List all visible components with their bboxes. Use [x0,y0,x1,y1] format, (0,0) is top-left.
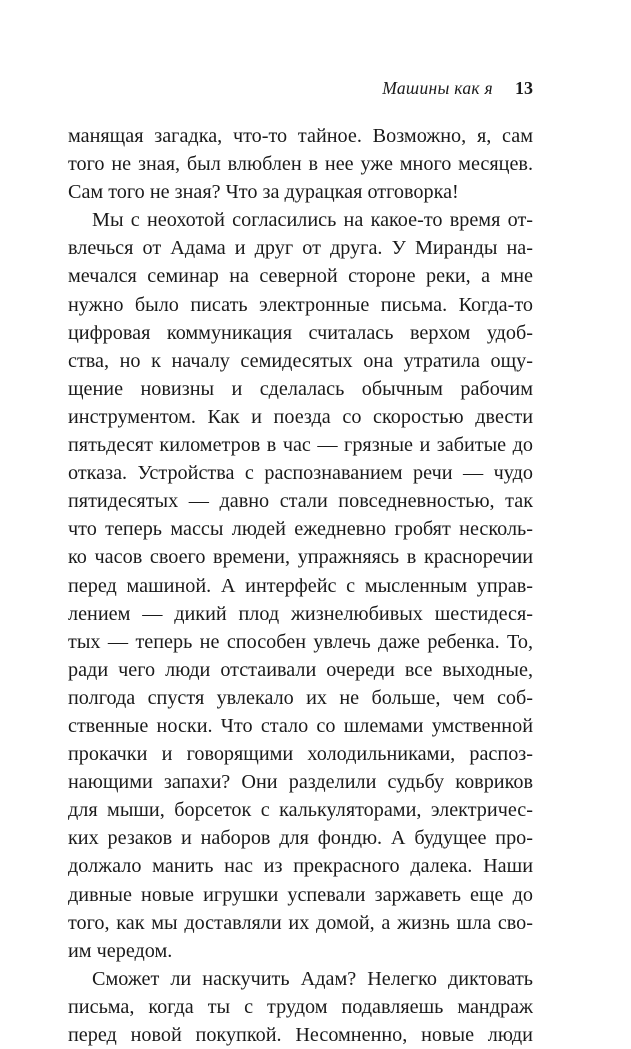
text-line: Сам того не зная? Что за дурацкая отговорка! [68,181,459,204]
paragraph [68,206,533,965]
page-number: 13 [515,78,533,98]
running-head [68,78,533,104]
text-line: перед машиной. А интерфейс с мысленным управ- [68,574,533,597]
text-line: инструментом. Как и поезда со скоростью двести [68,405,533,428]
body-text [68,122,533,1049]
text-line: им чередом. [68,939,173,962]
text-line: нужно было писать электронные письма. Когда-то [68,293,533,316]
paragraph [68,122,533,206]
text-line: полгода спустя увлекало их не больше, чем соб- [68,686,533,709]
text-line: ких резаков и наборов для фондю. А будущее про- [68,827,533,850]
text-line: щение новизны и сделалась обычным рабочим [68,377,533,400]
text-line: пятьдесят километров в час — грязные и забитые до [68,434,533,457]
text-line: должало манить нас из прекрасного далека. Наши [68,855,533,878]
text-line: отказа. Устройства с распознаванием речи — чудо [68,462,533,485]
text-line: пятидесятых — давно стали повседневностью, так [68,490,533,513]
text-line: прокачки и говорящими холодильниками, распоз- [68,743,533,766]
text-line: тых — теперь не способен увлечь даже ребенка. То, [68,630,533,653]
text-line: что теперь массы людей ежедневно гробят несколь- [68,518,533,541]
text-line: того не зная, был влюблен в нее уже много месяцев. [68,153,533,176]
text-line: дивные новые игрушки успевали заржаветь еще до [68,883,533,906]
book-page [68,78,533,1049]
paragraph [68,965,533,1049]
text-line: влечься от Адама и друг от друга. У Миранды на- [68,237,533,260]
text-line: для мыши, борсеток с калькуляторами, электричес- [68,799,533,822]
text-line: перед новой покупкой. Несомненно, новые люди [68,1024,533,1046]
text-line: Сможет ли наскучить Адам? Нелегко диктовать [92,967,533,990]
text-line: ства, но к началу семидесятых она утратила ощу- [68,349,533,372]
text-line: ко часов своего времени, упражняясь в красноречии [68,546,533,569]
text-line: ради чего люди отстаивали очереди все выходные, [68,658,533,681]
text-line: ственные носки. Что стало со шлемами умственной [68,714,533,737]
running-title: Машины как я [382,78,493,98]
text-line: цифровая коммуникация считалась верхом удоб- [68,321,533,344]
text-line: письма, когда ты с трудом подавляешь мандраж [68,995,533,1018]
text-line: того, как мы доставляли их домой, а жизнь шла сво- [68,911,533,934]
text-line: манящая загадка, что-то тайное. Возможно, я, сам [68,125,533,147]
text-line: Мы с неохотой согласились на какое-то время от- [92,209,533,232]
text-line: нающими запахи? Они разделили судьбу ковриков [68,771,533,794]
text-line: лением — дикий плод жизнелюбивых шестидеся- [68,602,533,625]
text-line: мечался семинар на северной стороне реки, а мне [68,265,533,288]
